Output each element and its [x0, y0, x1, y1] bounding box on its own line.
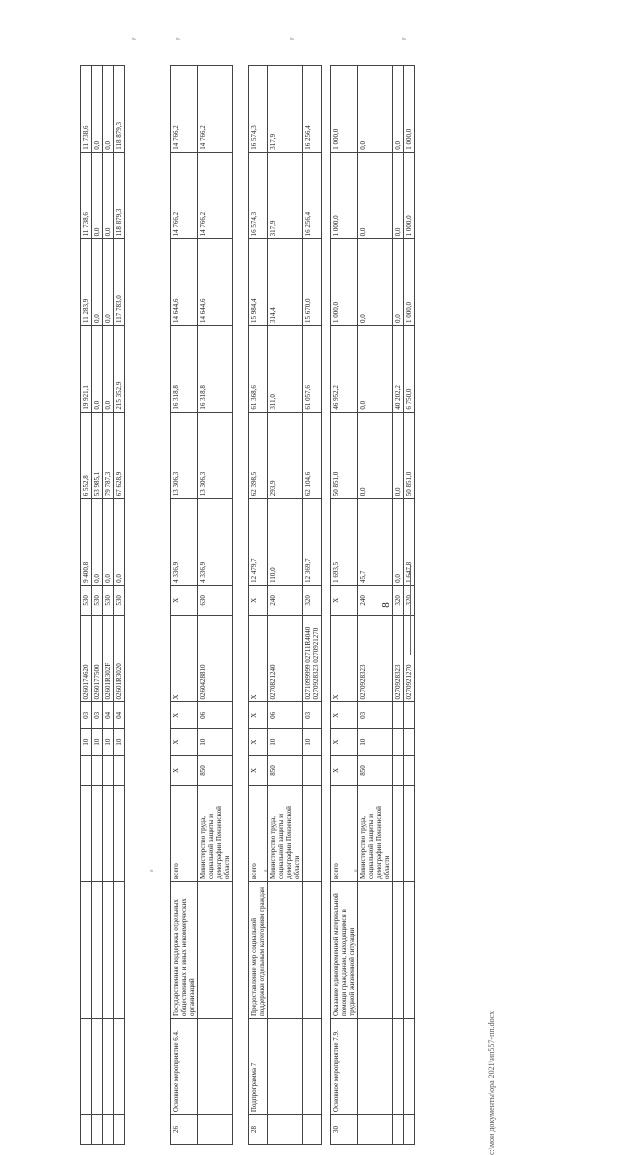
table-cell: Х [249, 755, 268, 785]
table-cell: 530 [114, 585, 125, 615]
table-cell-value: 1 000,0 [331, 152, 358, 239]
table-cell: Х [249, 585, 268, 615]
table-cell [81, 785, 92, 881]
table-cell-value: 50 851,0 [331, 412, 358, 499]
table-cell: 10 [198, 729, 233, 756]
table-cell: 10 [114, 729, 125, 756]
table-row [303, 66, 322, 1145]
table-cell-value: 62 398,5 [249, 412, 268, 499]
table-cell-value: 13 306,3 [171, 412, 198, 499]
table-cell-value: 14 644,6 [171, 239, 198, 326]
table-cell-value: 9 400,8 [81, 499, 92, 586]
table-cell [404, 729, 415, 756]
table-row [268, 66, 303, 1145]
page-number: 8 [380, 602, 392, 608]
table-section-28 [248, 65, 322, 1145]
table-cell-value: 314,4 [268, 239, 303, 326]
table-cell [92, 755, 103, 785]
table-cell: Х [171, 585, 198, 615]
table-cell: 320 [404, 585, 415, 615]
table-cell-value: 15 984,4 [249, 239, 268, 326]
table-cell: всего [171, 785, 198, 881]
table-row [331, 66, 358, 1145]
table-cell: 10 [358, 729, 393, 756]
table-cell: Х [171, 702, 198, 729]
table-cell: Предоставление мер социальной поддержки отдельным категориям граждан [249, 881, 268, 1018]
footnote-mark: « [354, 868, 357, 874]
table-cell-value: 79 787,3 [103, 412, 114, 499]
table-cell [198, 881, 233, 1018]
table-cell: 0271099999 02711R4040 0270928323 0270921270 [303, 615, 322, 702]
table-cell-value: 317,9 [268, 152, 303, 239]
table-cell: Х [331, 615, 358, 702]
table-cell-value: 0,0 [393, 66, 404, 153]
footnote-mark-end: ». [402, 36, 407, 42]
table-cell-value: 14 766,2 [171, 66, 198, 153]
table-cell-value: 16 256,4 [303, 66, 322, 153]
table-cell [92, 881, 103, 1018]
table-cell [198, 1019, 233, 1115]
table-cell [303, 881, 322, 1018]
table-cell-value: 46 952,2 [331, 326, 358, 413]
table-cell: Оказание единовременной материальной помощи гражданам, находящимся в трудной жизненной ситуации [331, 881, 358, 1018]
table-cell [393, 785, 404, 881]
table-cell [103, 755, 114, 785]
table-cell: 850 [268, 755, 303, 785]
table-cell: 02601R3020 [114, 615, 125, 702]
table-cell [404, 785, 415, 881]
table-cell-value: 0,0 [393, 412, 404, 499]
footnote-mark: « [150, 868, 153, 874]
table-cell [303, 1115, 322, 1145]
table-cell: Х [331, 729, 358, 756]
table-cell-value: 12 369,7 [303, 499, 322, 586]
table-cell-value: 0,0 [103, 499, 114, 586]
table-cell-value: 16 574,3 [249, 152, 268, 239]
table-cell-value: 311,0 [268, 326, 303, 413]
table-cell: 530 [92, 585, 103, 615]
table-cell [404, 1019, 415, 1115]
table-cell-value: 0,0 [393, 152, 404, 239]
table-cell-value: 6 552,8 [81, 412, 92, 499]
table-cell-value: 0,0 [92, 152, 103, 239]
table-row [114, 66, 125, 1145]
table-cell [114, 1019, 125, 1115]
table-cell: 630 [198, 585, 233, 615]
table-cell-value: 0,0 [358, 412, 393, 499]
table-cell: 0270821240 [268, 615, 303, 702]
table-section-26 [170, 65, 233, 1145]
table-cell-value: 1 693,5 [331, 499, 358, 586]
table-cell: 850 [358, 755, 393, 785]
table-cell: Министерство труда, социальной защиты и демографии Пензенской области [358, 785, 393, 881]
table-cell-value: 62 104,6 [303, 412, 322, 499]
table-cell-value: 0,0 [114, 499, 125, 586]
table-cell-value: 0,0 [103, 152, 114, 239]
table-cell-value: 118 879,3 [114, 152, 125, 239]
table-cell [103, 1115, 114, 1145]
table-cell-value: 40 202,2 [393, 326, 404, 413]
table-section-30 [330, 65, 415, 1145]
table-cell [92, 1019, 103, 1115]
table-cell: 03 [358, 702, 393, 729]
table-cell-value: 1 000,0 [331, 239, 358, 326]
table-cell [103, 881, 114, 1018]
table-cell: 03 [81, 702, 92, 729]
table-row [393, 66, 404, 1145]
table-cell [393, 729, 404, 756]
table-cell-value: 11 738,6 [81, 66, 92, 153]
table-cell-value: 14 766,2 [198, 152, 233, 239]
table-cell-value: 1 000,0 [404, 152, 415, 239]
table-row [81, 66, 92, 1145]
table-cell-value: 0,0 [103, 239, 114, 326]
table-cell [404, 881, 415, 1018]
table-cell-value: 61 368,6 [249, 326, 268, 413]
table-cell: Министерство труда, социальной защиты и демографии Пензенской области [268, 785, 303, 881]
table-row [404, 66, 415, 1145]
table-cell-value: 0,0 [103, 326, 114, 413]
table-cell: Государственная поддержка отдельных общественных и иных некоммерческих организаций [171, 881, 198, 1018]
table-cell-value: 117 783,0 [114, 239, 125, 326]
table-cell [103, 1019, 114, 1115]
table-cell [393, 1019, 404, 1115]
table-cell-value: 12 479,7 [249, 499, 268, 586]
table-cell: 240 [268, 585, 303, 615]
table-cell: 850 [198, 755, 233, 785]
table-cell-value: 13 306,3 [198, 412, 233, 499]
table-fragment-top [80, 65, 125, 1145]
table-cell-value: 118 879,3 [114, 66, 125, 153]
table-cell [268, 1019, 303, 1115]
table-cell-value: 11 738,6 [81, 152, 92, 239]
table-cell: 30 [331, 1115, 358, 1145]
table-cell: 0270921270 [404, 615, 415, 702]
table-cell-value: 16 256,4 [303, 152, 322, 239]
table-cell [404, 702, 415, 729]
footnote-mark-end: ». [132, 36, 137, 42]
table-cell [114, 755, 125, 785]
table-cell: всего [249, 785, 268, 881]
table-cell-value: 45,7 [358, 499, 393, 586]
table-cell-value: 14 644,6 [198, 239, 233, 326]
table-cell [92, 785, 103, 881]
table-row [198, 66, 233, 1145]
table-cell: Подпрограмма 7 [249, 1019, 268, 1115]
table-row [103, 66, 114, 1145]
table-cell: Основное мероприятие 6.4. [171, 1019, 198, 1115]
table-cell [81, 1115, 92, 1145]
table-cell-value: 61 057,6 [303, 326, 322, 413]
table-cell-value: 4 336,9 [171, 499, 198, 586]
table-row [92, 66, 103, 1145]
table-cell-value: 0,0 [358, 66, 393, 153]
table-cell-value: 1 000,0 [404, 239, 415, 326]
table-cell [393, 1115, 404, 1145]
table-cell [404, 755, 415, 785]
table-cell: 0260174620 [81, 615, 92, 702]
table-cell-value: 0,0 [358, 239, 393, 326]
table-cell-value: 53 985,1 [92, 412, 103, 499]
table-cell: 0270928323 [393, 615, 404, 702]
table-cell-value: 1 000,0 [331, 66, 358, 153]
footnote-mark-end: ». [176, 36, 181, 42]
table-cell: Х [331, 702, 358, 729]
table-cell: 10 [268, 729, 303, 756]
table-cell [393, 881, 404, 1018]
table-cell: Х [249, 615, 268, 702]
footnote-mark: « [264, 868, 267, 874]
table-cell-value: 215 352,9 [114, 326, 125, 413]
table-cell: всего [331, 785, 358, 881]
table-cell-value: 14 766,2 [171, 152, 198, 239]
table-cell-value: 0,0 [92, 239, 103, 326]
table-cell: 04 [114, 702, 125, 729]
rotated-page [80, 55, 496, 1155]
divider-line [410, 565, 411, 655]
footer-path: c:\мои документы\ора 2021\ип557-пп.docx [487, 1010, 496, 1155]
table-cell: Х [171, 755, 198, 785]
table-cell-value: 0,0 [92, 326, 103, 413]
table-cell: 240 [358, 585, 393, 615]
table-cell-value: 6 750,0 [404, 326, 415, 413]
table-cell: 530 [81, 585, 92, 615]
table-cell: 03 [303, 702, 322, 729]
table-cell [303, 1019, 322, 1115]
table-cell-value: 11 283,9 [81, 239, 92, 326]
table-cell [198, 1115, 233, 1145]
table-cell: Министерство труда, социальной защиты и демографии Пензенской области [198, 785, 233, 881]
table-cell: 10 [81, 729, 92, 756]
table-cell-value: 0,0 [393, 499, 404, 586]
table-cell-value: 19 921,1 [81, 326, 92, 413]
table-cell [81, 881, 92, 1018]
table-cell [303, 785, 322, 881]
table-cell [114, 785, 125, 881]
table-cell-value: 15 670,0 [303, 239, 322, 326]
table-cell-value: 0,0 [393, 239, 404, 326]
table-cell: 10 [303, 729, 322, 756]
table-cell [81, 1019, 92, 1115]
table-cell-value: 0,0 [92, 66, 103, 153]
table-cell [92, 1115, 103, 1145]
table-cell [404, 1115, 415, 1145]
table-cell-value: 16 318,8 [171, 326, 198, 413]
table-cell: 0260428810 [198, 615, 233, 702]
table-cell-value: 0,0 [103, 66, 114, 153]
table-cell: 10 [103, 729, 114, 756]
table-cell-value: 1 647,8 [404, 499, 415, 586]
footnote-mark-end: ». [290, 36, 295, 42]
table-cell: 0260177500 [92, 615, 103, 702]
table-cell [81, 755, 92, 785]
table-cell: Х [171, 729, 198, 756]
table-row [171, 66, 198, 1145]
table-cell [268, 881, 303, 1018]
table-cell: Х [249, 729, 268, 756]
table-cell: 02601R302F [103, 615, 114, 702]
table-cell: 320 [393, 585, 404, 615]
table-cell: Х [171, 615, 198, 702]
table-cell: 0270928323 [358, 615, 393, 702]
table-cell-value: 110,0 [268, 499, 303, 586]
table-cell: 320 [303, 585, 322, 615]
table-cell [303, 755, 322, 785]
table-cell-value: 14 766,2 [198, 66, 233, 153]
table-cell-value: 317,9 [268, 66, 303, 153]
table-cell-value: 293,9 [268, 412, 303, 499]
table-cell-value: 16 574,3 [249, 66, 268, 153]
table-cell: Х [331, 755, 358, 785]
table-cell [393, 755, 404, 785]
table-cell: Основное мероприятие 7.9. [331, 1019, 358, 1115]
table-cell: 10 [92, 729, 103, 756]
table-cell [103, 785, 114, 881]
table-cell-value: 1 000,0 [404, 66, 415, 153]
table-cell-value: 4 336,9 [198, 499, 233, 586]
table-cell [114, 1115, 125, 1145]
table-cell: 04 [103, 702, 114, 729]
table-cell: 06 [198, 702, 233, 729]
table-cell: 28 [249, 1115, 268, 1145]
table-cell [268, 1115, 303, 1145]
table-cell [393, 702, 404, 729]
table-cell: 530 [103, 585, 114, 615]
table-cell-value: 67 628,9 [114, 412, 125, 499]
table-cell [114, 881, 125, 1018]
table-cell-value: 0,0 [92, 499, 103, 586]
table-cell: Х [249, 702, 268, 729]
table-row [249, 66, 268, 1145]
table-cell-value: 0,0 [358, 326, 393, 413]
table-cell: Х [331, 585, 358, 615]
table-cell-value: 16 318,8 [198, 326, 233, 413]
table-cell: 03 [92, 702, 103, 729]
table-cell: 26 [171, 1115, 198, 1145]
table-cell: 06 [268, 702, 303, 729]
table-cell-value: 0,0 [358, 152, 393, 239]
table-cell-value: 50 851,0 [404, 412, 415, 499]
